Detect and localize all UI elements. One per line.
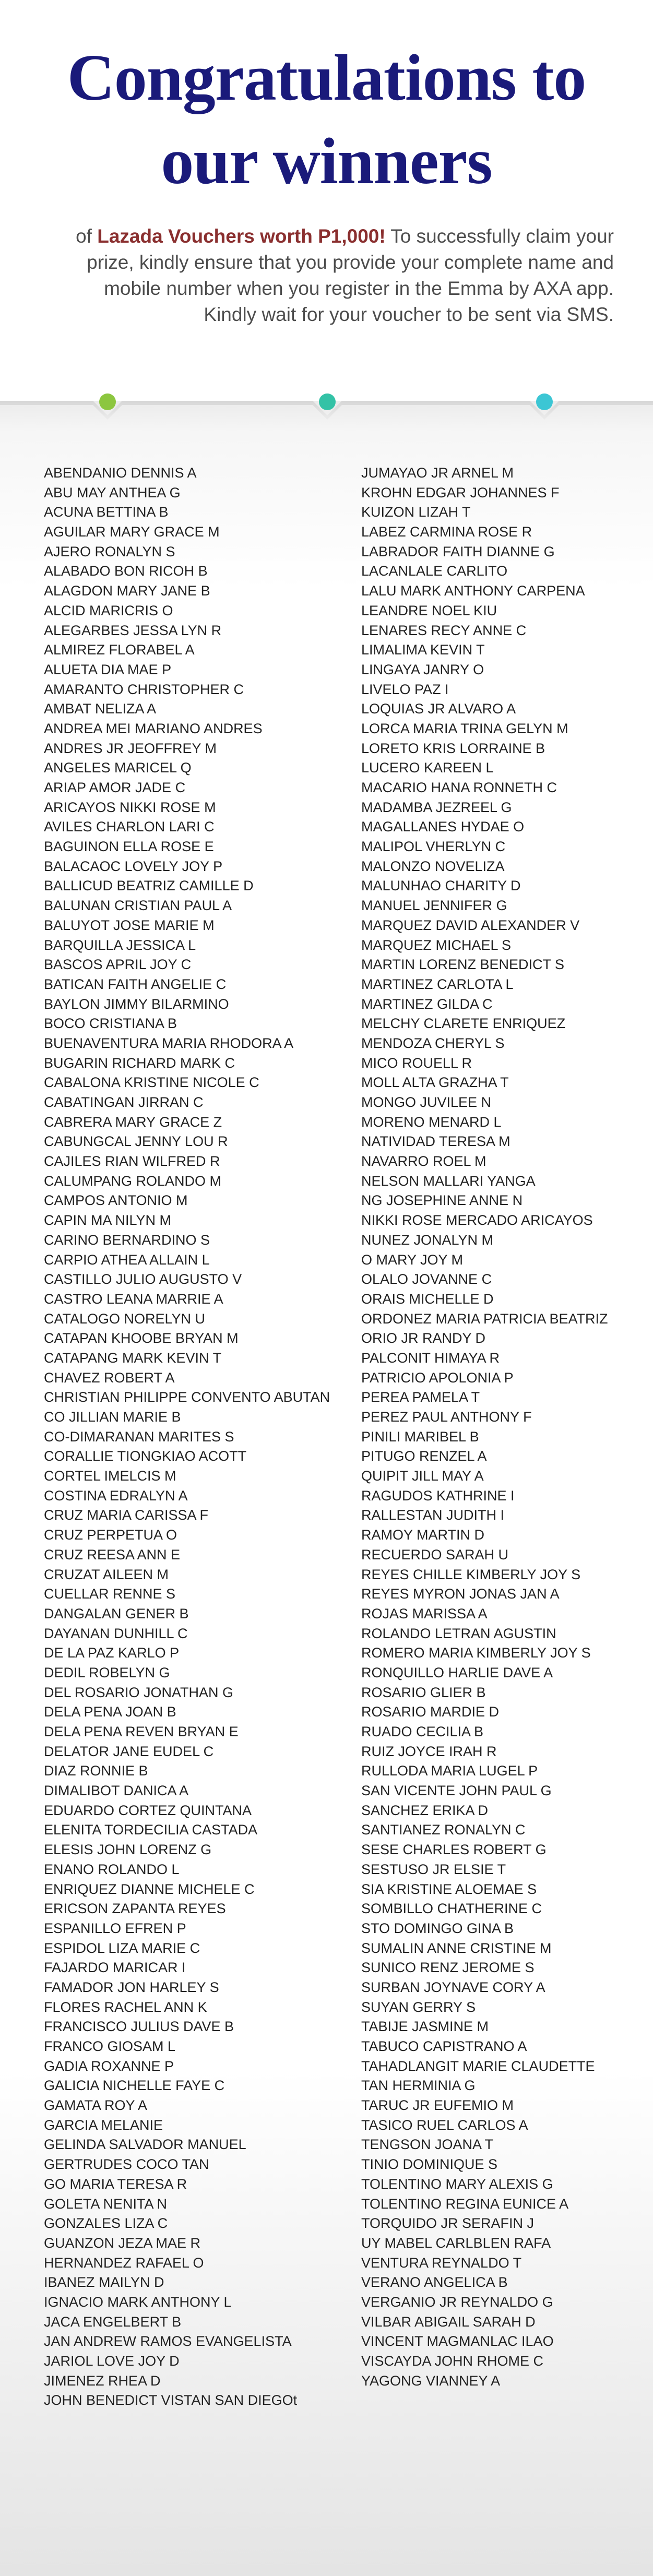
- winner-name: TABUCO CAPISTRANO A: [361, 2038, 527, 2054]
- winner-name: KROHN EDGAR JOHANNES F: [361, 484, 560, 500]
- winner-name: MELCHY CLARETE ENRIQUEZ: [361, 1016, 566, 1032]
- winner-name: BARQUILLA JESSICA L: [44, 937, 196, 953]
- winner-name: NATIVIDAD TERESA M: [361, 1134, 510, 1150]
- winner-name: CUELLAR RENNE S: [44, 1586, 176, 1602]
- winner-name: TAHADLANGIT MARIE CLAUDETTE: [361, 2058, 595, 2074]
- winner-name: VERGANIO JR REYNALDO G: [361, 2294, 553, 2310]
- winner-name: VINCENT MAGMANLAC ILAO: [361, 2333, 554, 2350]
- winner-name: AMBAT NELIZA A: [44, 701, 157, 717]
- winner-name: AJERO RONALYN S: [44, 543, 175, 559]
- winner-name: CHRISTIAN PHILIPPE CONVENTO ABUTAN: [44, 1389, 330, 1405]
- winner-name: ELESIS JOHN LORENZ G: [44, 1842, 212, 1858]
- winner-name: SUMALIN ANNE CRISTINE M: [361, 1940, 552, 1956]
- cyan-dot-marker: [536, 393, 553, 410]
- winner-name: REYES CHILLE KIMBERLY JOY S: [361, 1566, 581, 1582]
- winner-name: PITUGO RENZEL A: [361, 1448, 487, 1464]
- winner-name: CO JILLIAN MARIE B: [44, 1409, 181, 1425]
- winner-name: VENTURA REYNALDO T: [361, 2255, 522, 2271]
- winner-name: ALABADO BON RICOH B: [44, 563, 208, 579]
- winner-name: DELATOR JANE EUDEL C: [44, 1743, 214, 1759]
- winner-name: IBANEZ MAILYN D: [44, 2274, 164, 2291]
- winner-name: ENANO ROLANDO L: [44, 1861, 180, 1877]
- winner-name: ANGELES MARICEL Q: [44, 760, 192, 776]
- winner-name: EDUARDO CORTEZ QUINTANA: [44, 1802, 252, 1818]
- winner-name: CAPIN MA NILYN M: [44, 1212, 172, 1229]
- winner-name: SESTUSO JR ELSIE T: [361, 1861, 506, 1877]
- winner-name: CASTRO LEANA MARRIE A: [44, 1291, 223, 1307]
- winner-name: MORENO MENARD L: [361, 1114, 502, 1130]
- winner-name: JAN ANDREW RAMOS EVANGELISTA: [44, 2333, 292, 2350]
- winner-name: JIMENEZ RHEA D: [44, 2372, 161, 2389]
- winner-name: ALAGDON MARY JANE B: [44, 583, 210, 599]
- winner-name: MAGALLANES HYDAE O: [361, 819, 525, 835]
- winner-name: JARIOL LOVE JOY D: [44, 2353, 180, 2369]
- winner-name: ESPIDOL LIZA MARIE C: [44, 1940, 200, 1956]
- winner-name: BAYLON JIMMY BILARMINO: [44, 996, 229, 1012]
- winner-name: ROJAS MARISSA A: [361, 1605, 488, 1621]
- winner-name: MACARIO HANA RONNETH C: [361, 780, 557, 795]
- winner-name: AGUILAR MARY GRACE M: [44, 524, 220, 540]
- winner-name: TARUC JR EUFEMIO M: [361, 2097, 514, 2114]
- winner-name: ORAIS MICHELLE D: [361, 1291, 494, 1307]
- winner-name: REYES MYRON JONAS JAN A: [361, 1586, 560, 1602]
- intro-rest: To successfully claim your prize, kindly ensure that you provide your complete name and mobile number when you register in the Emma by AXA app. Kindly wait for your voucher to be sent via SMS.: [87, 225, 614, 325]
- winner-name: LORCA MARIA TRINA GELYN M: [361, 720, 568, 736]
- winner-name: ALUETA DIA MAE P: [44, 661, 172, 677]
- winner-name: CABUNGCAL JENNY LOU R: [44, 1134, 228, 1150]
- winner-name: OLALO JOVANNE C: [361, 1271, 492, 1287]
- winner-name: DEDIL ROBELYN G: [44, 1664, 170, 1680]
- winner-name: FRANCISCO JULIUS DAVE B: [44, 2019, 234, 2035]
- intro-text: [50, 223, 614, 328]
- winner-name: CATAPANG MARK KEVIN T: [44, 1350, 222, 1366]
- winner-name: MENDOZA CHERYL S: [361, 1035, 505, 1051]
- winner-name: PINILI MARIBEL B: [361, 1428, 479, 1445]
- winner-name: BUENAVENTURA MARIA RHODORA A: [44, 1035, 294, 1051]
- winner-name: CRUZ PERPETUA O: [44, 1527, 177, 1543]
- winner-name: MARTINEZ CARLOTA L: [361, 976, 514, 992]
- header: [0, 0, 653, 412]
- winner-name: LALU MARK ANTHONY CARPENA: [361, 583, 585, 599]
- winner-name: COSTINA EDRALYN A: [44, 1487, 188, 1504]
- winner-name: ELENITA TORDECILIA CASTADA: [44, 1822, 258, 1838]
- winner-name: BOCO CRISTIANA B: [44, 1016, 177, 1032]
- winner-name: RONQUILLO HARLIE DAVE A: [361, 1664, 553, 1680]
- winner-name: CRUZ REESA ANN E: [44, 1546, 181, 1563]
- winner-name: GOLETA NENITA N: [44, 2196, 168, 2212]
- winner-name: CRUZAT AILEEN M: [44, 1566, 169, 1582]
- winner-name: RUADO CECILIA B: [361, 1724, 484, 1739]
- winner-name: CABATINGAN JIRRAN C: [44, 1094, 204, 1110]
- winner-name: LOQUIAS JR ALVARO A: [361, 701, 516, 717]
- title-line-1: Congratulations to: [67, 42, 586, 114]
- winner-name: ROSARIO GLIER B: [361, 1684, 486, 1700]
- winner-name: MALONZO NOVELIZA: [361, 858, 505, 874]
- winner-name: MALIPOL VHERLYN C: [361, 839, 506, 855]
- winner-name: ANDRES JR JEOFFREY M: [44, 740, 217, 756]
- winner-name: MONGO JUVILEE N: [361, 1094, 492, 1110]
- winner-name: ROMERO MARIA KIMBERLY JOY S: [361, 1645, 591, 1661]
- winner-name: MICO ROUELL R: [361, 1055, 472, 1071]
- winner-name: LENARES RECY ANNE C: [361, 622, 527, 638]
- intro-prefix: of: [76, 225, 98, 247]
- winner-name: RUIZ JOYCE IRAH R: [361, 1743, 497, 1759]
- winner-name: CARINO BERNARDINO S: [44, 1232, 210, 1248]
- winner-name: MADAMBA JEZREEL G: [361, 799, 512, 815]
- winner-name: TORQUIDO JR SERAFIN J: [361, 2215, 535, 2232]
- winner-name: GALICIA NICHELLE FAYE C: [44, 2078, 225, 2094]
- winner-name: CAMPOS ANTONIO M: [44, 1192, 188, 1209]
- winner-name: BALUNAN CRISTIAN PAUL A: [44, 898, 232, 914]
- winner-name: GARCIA MELANIE: [44, 2117, 163, 2133]
- winner-name: STO DOMINGO GINA B: [361, 1920, 514, 1936]
- winner-name: LIMALIMA KEVIN T: [361, 642, 485, 658]
- winner-name: CALUMPANG ROLANDO M: [44, 1173, 222, 1189]
- winner-name: DELA PENA JOAN B: [44, 1704, 176, 1720]
- winner-name: LINGAYA JANRY O: [361, 661, 484, 677]
- winner-name: LABRADOR FAITH DIANNE G: [361, 543, 555, 559]
- winner-name: GELINDA SALVADOR MANUEL: [44, 2137, 246, 2153]
- winner-name: TASICO RUEL CARLOS A: [361, 2117, 528, 2133]
- winner-name: MOLL ALTA GRAZHA T: [361, 1075, 509, 1091]
- winner-name: BASCOS APRIL JOY C: [44, 957, 192, 973]
- winner-name: DANGALAN GENER B: [44, 1605, 189, 1621]
- page-title: [0, 37, 653, 204]
- winner-name: RAMOY MARTIN D: [361, 1527, 485, 1543]
- winner-name: MALUNHAO CHARITY D: [361, 878, 521, 894]
- winner-name: GAMATA ROY A: [44, 2097, 148, 2114]
- winner-name: AMARANTO CHRISTOPHER C: [44, 681, 244, 697]
- winner-name: BALLICUD BEATRIZ CAMILLE D: [44, 878, 254, 894]
- winner-name: GUANZON JEZA MAE R: [44, 2235, 201, 2251]
- winner-name: UY MABEL CARLBLEN RAFA: [361, 2235, 551, 2251]
- winner-name: RECUERDO SARAH U: [361, 1546, 509, 1563]
- winner-name: BATICAN FAITH ANGELIE C: [44, 976, 227, 992]
- winner-name: TOLENTINO REGINA EUNICE A: [361, 2196, 569, 2212]
- winner-name: JACA ENGELBERT B: [44, 2313, 182, 2330]
- winner-name: ALCID MARICRIS O: [44, 602, 173, 618]
- winner-name: FRANCO GIOSAM L: [44, 2038, 176, 2054]
- winner-name: FAMADOR JON HARLEY S: [44, 1979, 219, 1995]
- winner-name: ORDONEZ MARIA PATRICIA BEATRIZ: [361, 1310, 608, 1327]
- winner-name: RAGUDOS KATHRINE I: [361, 1487, 515, 1504]
- winner-name: CATALOGO NORELYN U: [44, 1310, 206, 1327]
- winner-name: CORTEL IMELCIS M: [44, 1468, 176, 1484]
- winner-name: NELSON MALLARI YANGA: [361, 1173, 536, 1189]
- winner-name: CRUZ MARIA CARISSA F: [44, 1507, 209, 1523]
- winner-name: AVILES CHARLON LARI C: [44, 819, 215, 835]
- winner-name: TENGSON JOANA T: [361, 2137, 494, 2153]
- winner-name: ACUNA BETTINA B: [44, 504, 169, 520]
- winner-name: GO MARIA TERESA R: [44, 2176, 187, 2192]
- winner-name: GERTRUDES COCO TAN: [44, 2156, 209, 2173]
- winner-name: ROLANDO LETRAN AGUSTIN: [361, 1625, 556, 1641]
- winner-name: BALUYOT JOSE MARIE M: [44, 917, 215, 933]
- winner-name: RULLODA MARIA LUGEL P: [361, 1763, 538, 1779]
- winner-name: TAN HERMINIA G: [361, 2078, 476, 2094]
- winner-name: CAJILES RIAN WILFRED R: [44, 1153, 220, 1170]
- winner-name: ANDREA MEI MARIANO ANDRES: [44, 720, 263, 736]
- winner-name: VISCAYDA JOHN RHOME C: [361, 2353, 544, 2369]
- winner-name: ROSARIO MARDIE D: [361, 1704, 500, 1720]
- winner-name: ARIAP AMOR JADE C: [44, 780, 186, 795]
- winner-name: CORALLIE TIONGKIAO ACOTT: [44, 1448, 247, 1464]
- teal-dot-marker: [319, 393, 336, 410]
- winner-name: NG JOSEPHINE ANNE N: [361, 1192, 523, 1209]
- green-dot-marker: [99, 393, 116, 410]
- winner-name: DEL ROSARIO JONATHAN G: [44, 1684, 234, 1700]
- winner-name: ALMIREZ FLORABEL A: [44, 642, 195, 658]
- winner-name: CO-DIMARANAN MARITES S: [44, 1428, 234, 1445]
- winner-name: ABU MAY ANTHEA G: [44, 484, 181, 500]
- winner-name: NIKKI ROSE MERCADO ARICAYOS: [361, 1212, 593, 1229]
- winner-name: JOHN BENEDICT VISTAN SAN DIEGOt: [44, 2392, 298, 2408]
- winners-list-left: [44, 463, 347, 2411]
- winner-name: CABRERA MARY GRACE Z: [44, 1114, 222, 1130]
- winner-name: BALACAOC LOVELY JOY P: [44, 858, 223, 874]
- winner-name: CHAVEZ ROBERT A: [44, 1369, 175, 1386]
- winner-name: QUIPIT JILL MAY A: [361, 1468, 484, 1484]
- winner-name: ENRIQUEZ DIANNE MICHELE C: [44, 1881, 255, 1897]
- winner-name: SANCHEZ ERIKA D: [361, 1802, 489, 1818]
- winner-name: DELA PENA REVEN BRYAN E: [44, 1724, 239, 1739]
- winner-name: CATAPAN KHOOBE BRYAN M: [44, 1330, 239, 1346]
- winner-name: VERANO ANGELICA B: [361, 2274, 508, 2291]
- winner-name: MANUEL JENNIFER G: [361, 898, 507, 914]
- winner-name: DIAZ RONNIE B: [44, 1763, 148, 1779]
- winner-name: SANTIANEZ RONALYN C: [361, 1822, 526, 1838]
- winner-name: ARICAYOS NIKKI ROSE M: [44, 799, 216, 815]
- winner-name: MARQUEZ MICHAEL S: [361, 937, 512, 953]
- winner-name: IGNACIO MARK ANTHONY L: [44, 2294, 232, 2310]
- winner-name: PEREA PAMELA T: [361, 1389, 480, 1405]
- winner-name: LEANDRE NOEL KIU: [361, 602, 497, 618]
- winner-name: MARQUEZ DAVID ALEXANDER V: [361, 917, 580, 933]
- winner-name: PALCONIT HIMAYA R: [361, 1350, 500, 1366]
- winner-name: DAYANAN DUNHILL C: [44, 1625, 188, 1641]
- winner-name: SOMBILLO CHATHERINE C: [361, 1901, 542, 1917]
- winner-name: GADIA ROXANNE P: [44, 2058, 174, 2074]
- winners-list-right: [361, 463, 633, 2391]
- winner-name: TOLENTINO MARY ALEXIS G: [361, 2176, 553, 2192]
- winner-name: LIVELO PAZ I: [361, 681, 449, 697]
- winner-name: LABEZ CARMINA ROSE R: [361, 524, 532, 540]
- winner-name: DIMALIBOT DANICA A: [44, 1783, 189, 1799]
- winner-name: ESPANILLO EFREN P: [44, 1920, 186, 1936]
- winner-name: FLORES RACHEL ANN K: [44, 1999, 207, 2015]
- winner-name: YAGONG VIANNEY A: [361, 2372, 501, 2389]
- winner-name: PEREZ PAUL ANTHONY F: [361, 1409, 532, 1425]
- winner-name: ERICSON ZAPANTA REYES: [44, 1901, 226, 1917]
- winner-name: ORIO JR RANDY D: [361, 1330, 486, 1346]
- winner-name: MARTIN LORENZ BENEDICT S: [361, 957, 565, 973]
- winner-name: HERNANDEZ RAFAEL O: [44, 2255, 204, 2271]
- winner-name: CARPIO ATHEA ALLAIN L: [44, 1251, 210, 1268]
- winner-name: RALLESTAN JUDITH I: [361, 1507, 505, 1523]
- winner-name: FAJARDO MARICAR I: [44, 1960, 186, 1976]
- winner-name: DE LA PAZ KARLO P: [44, 1645, 180, 1661]
- winner-name: JUMAYAO JR ARNEL M: [361, 465, 514, 481]
- intro-highlight: Lazada Vouchers worth P1,000!: [97, 225, 386, 247]
- winner-name: NUNEZ JONALYN M: [361, 1232, 494, 1248]
- winner-name: GONZALES LIZA C: [44, 2215, 168, 2232]
- winner-name: MARTINEZ GILDA C: [361, 996, 493, 1012]
- winner-name: SESE CHARLES ROBERT G: [361, 1842, 547, 1858]
- winner-name: BAGUINON ELLA ROSE E: [44, 839, 214, 855]
- winner-name: PATRICIO APOLONIA P: [361, 1369, 514, 1386]
- winner-name: BUGARIN RICHARD MARK C: [44, 1055, 235, 1071]
- winner-name: LORETO KRIS LORRAINE B: [361, 740, 545, 756]
- winner-name: O MARY JOY M: [361, 1251, 464, 1268]
- winner-name: TINIO DOMINIQUE S: [361, 2156, 498, 2173]
- winner-name: SURBAN JOYNAVE CORY A: [361, 1979, 545, 1995]
- winner-name: NAVARRO ROEL M: [361, 1153, 486, 1170]
- winner-name: ALEGARBES JESSA LYN R: [44, 622, 222, 638]
- winner-name: VILBAR ABIGAIL SARAH D: [361, 2313, 536, 2330]
- winner-name: CABALONA KRISTINE NICOLE C: [44, 1075, 259, 1091]
- winner-name: SUYAN GERRY S: [361, 1999, 476, 2015]
- winner-name: SAN VICENTE JOHN PAUL G: [361, 1783, 552, 1799]
- winner-name: LUCERO KAREEN L: [361, 760, 494, 776]
- winner-name: SIA KRISTINE ALOEMAE S: [361, 1881, 537, 1897]
- winner-name: TABIJE JASMINE M: [361, 2019, 489, 2035]
- winner-name: SUNICO RENZ JEROME S: [361, 1960, 535, 1976]
- winner-name: ABENDANIO DENNIS A: [44, 465, 197, 481]
- winner-name: KUIZON LIZAH T: [361, 504, 471, 520]
- winner-name: LACANLALE CARLITO: [361, 563, 508, 579]
- title-line-2: our winners: [161, 125, 492, 198]
- winner-name: CASTILLO JULIO AUGUSTO V: [44, 1271, 242, 1287]
